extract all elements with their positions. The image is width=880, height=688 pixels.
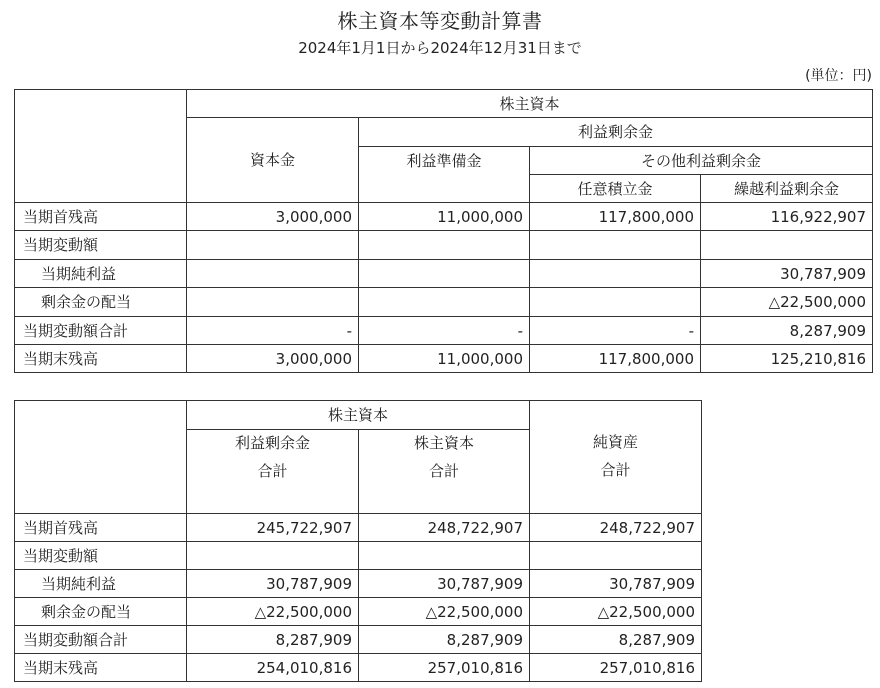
cell-empty	[530, 542, 702, 570]
cell-value	[359, 288, 530, 317]
header-corner	[15, 90, 187, 203]
cell-empty	[359, 231, 530, 260]
cell-value	[187, 288, 359, 317]
cell-value: 257,010,816	[359, 654, 530, 682]
cell-value: △22,500,000	[530, 598, 702, 626]
header-capital: 資本金	[187, 118, 359, 203]
cell-value: -	[530, 317, 701, 345]
row-label: 当期首残高	[15, 203, 187, 231]
cell-value: 254,010,816	[187, 654, 359, 682]
header-shareholders-equity: 株主資本	[187, 90, 873, 118]
header-line: 合計	[600, 461, 631, 479]
cell-value: 248,722,907	[359, 514, 530, 542]
cell-value: 117,800,000	[530, 203, 701, 231]
cell-value: 11,000,000	[359, 345, 530, 373]
header-net-assets-total	[530, 401, 702, 514]
cell-value: 257,010,816	[530, 654, 702, 682]
cell-value: 8,287,909	[359, 626, 530, 654]
cell-value: 8,287,909	[701, 317, 873, 345]
cell-value: 3,000,000	[187, 203, 359, 231]
row-label: 当期変動額	[15, 231, 187, 260]
header-equity-total	[359, 430, 530, 514]
header-legal-reserve: 利益準備金	[359, 147, 530, 203]
cell-empty	[530, 231, 701, 260]
header-row-1	[15, 90, 873, 118]
cell-value: △22,500,000	[187, 598, 359, 626]
row-label: 当期変動額	[15, 542, 187, 570]
table-row-dividend	[15, 288, 873, 317]
table-row-opening	[15, 203, 873, 231]
cell-value: 30,787,909	[701, 260, 873, 288]
cell-empty	[701, 231, 873, 260]
header-line: 合計	[429, 462, 460, 480]
header-line: 純資産	[593, 433, 639, 451]
table-row-changes	[15, 231, 873, 260]
header-voluntary-reserve: 任意積立金	[530, 175, 701, 203]
cell-value: 125,210,816	[701, 345, 873, 373]
cell-value: 248,722,907	[530, 514, 702, 542]
table-row-net-income	[15, 260, 873, 288]
header-retained-total	[187, 430, 359, 514]
cell-value: -	[187, 317, 359, 345]
table-row-total-changes	[15, 626, 702, 654]
cell-value: 30,787,909	[359, 570, 530, 598]
cell-value: 11,000,000	[359, 203, 530, 231]
table-row-net-income	[15, 570, 702, 598]
cell-value	[359, 260, 530, 288]
header-line: 利益剰余金	[234, 434, 310, 452]
cell-empty	[187, 231, 359, 260]
header-retained-brought-forward: 繰越利益剰余金	[701, 175, 873, 203]
cell-value: 116,922,907	[701, 203, 873, 231]
table-row-opening	[15, 514, 702, 542]
header-other-retained: その他利益剰余金	[530, 147, 873, 175]
header-corner	[15, 401, 187, 514]
document-title: 株主資本等変動計算書	[337, 9, 543, 33]
row-label: 当期純利益	[15, 260, 187, 288]
row-label: 当期変動額合計	[15, 317, 187, 345]
cell-value: -	[359, 317, 530, 345]
cell-value	[187, 260, 359, 288]
cell-value: 8,287,909	[530, 626, 702, 654]
row-label: 剰余金の配当	[15, 598, 187, 626]
cell-value: 30,787,909	[530, 570, 702, 598]
header-shareholders-equity: 株主資本	[187, 401, 530, 430]
cell-value	[530, 260, 701, 288]
row-label: 当期末残高	[15, 345, 187, 373]
header-row-1	[15, 401, 702, 430]
cell-value: △22,500,000	[701, 288, 873, 317]
row-label: 当期末残高	[15, 654, 187, 682]
table-row-dividend	[15, 598, 702, 626]
table-row-total-changes	[15, 317, 873, 345]
equity-statement-table-2	[14, 400, 702, 682]
row-label: 当期首残高	[15, 514, 187, 542]
cell-value: △22,500,000	[359, 598, 530, 626]
table-row-changes	[15, 542, 702, 570]
cell-value	[530, 288, 701, 317]
cell-value: 117,800,000	[530, 345, 701, 373]
cell-value: 30,787,909	[187, 570, 359, 598]
cell-value: 3,000,000	[187, 345, 359, 373]
row-label: 当期変動額合計	[15, 626, 187, 654]
header-line: 合計	[257, 462, 288, 480]
cell-value: 8,287,909	[187, 626, 359, 654]
table-row-closing	[15, 654, 702, 682]
row-label: 当期純利益	[15, 570, 187, 598]
period-subtitle: 2024年1月1日から2024年12月31日まで	[298, 39, 582, 57]
cell-empty	[187, 542, 359, 570]
row-label: 剰余金の配当	[15, 288, 187, 317]
cell-value: 245,722,907	[187, 514, 359, 542]
table-row-closing	[15, 345, 873, 373]
header-line: 株主資本	[414, 434, 475, 452]
unit-label: (単位：円)	[805, 68, 872, 84]
cell-empty	[359, 542, 530, 570]
header-retained-earnings: 利益剰余金	[359, 118, 873, 147]
equity-statement-table-1	[14, 89, 873, 373]
